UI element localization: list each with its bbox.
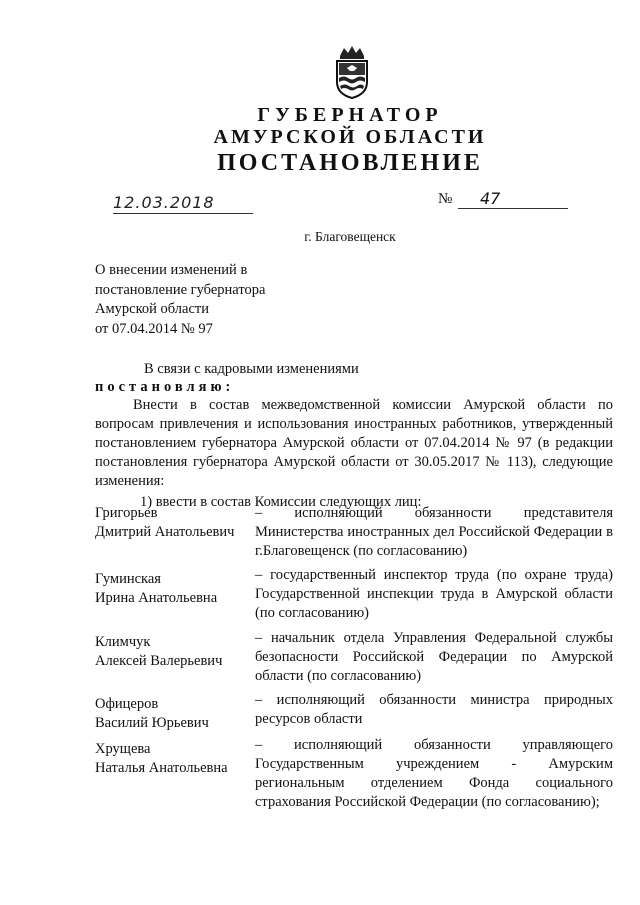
member-surname: Офицеров bbox=[95, 696, 159, 712]
amur-region-coat-of-arms-icon bbox=[330, 44, 374, 100]
member-given-name: Наталья Анатольевна bbox=[95, 760, 228, 776]
member-name bbox=[95, 740, 228, 778]
preamble: В связи с кадровыми изменениями bbox=[144, 361, 359, 377]
decree-word: постановляю: bbox=[95, 379, 235, 395]
subject-line: постановление губернатора bbox=[95, 281, 266, 298]
member-description: – исполняющий обязанности управляющего Государственным учреждением - Амурским региональным отделением Фонда социального страхования Российской Федерации (по согласованию); bbox=[255, 737, 613, 810]
member-surname: Гуминская bbox=[95, 571, 161, 587]
member-description: – исполняющий обязанности министра природных ресурсов области bbox=[255, 692, 613, 727]
member-surname: Григорьев bbox=[95, 505, 158, 521]
member-description: – государственный инспектор труда (по охране труда) Государственной инспекции труда в Амурской области (по согласованию) bbox=[255, 567, 613, 621]
member-description: – исполняющий обязанности представителя Министерства иностранных дел Российской Федерации в г.Благовещенск (по согласованию) bbox=[255, 505, 613, 559]
number-sign: № bbox=[438, 191, 453, 207]
document-number: 47 bbox=[458, 189, 568, 209]
subject-line: от 07.04.2014 № 97 bbox=[95, 320, 213, 337]
member-given-name: Дмитрий Анатольевич bbox=[95, 524, 235, 540]
subject-block bbox=[95, 261, 265, 339]
city-line: г. Благовещенск bbox=[304, 229, 396, 244]
member-surname: Климчук bbox=[95, 634, 151, 650]
document-date: 12.03.2018 bbox=[113, 193, 253, 214]
member-name bbox=[95, 695, 209, 733]
member-surname: Хрущева bbox=[95, 741, 151, 757]
member-given-name: Василий Юрьевич bbox=[95, 715, 209, 731]
main-paragraph: Внести в состав межведомственной комиссии Амурской области по вопросам привлечения и использования иностранных работников, утвержденный постановлением губернатора Амурской области от 07.04.2014 № 97 (в редакции постановления губернатора Амурской области от 30.05.2017 № 113), следующие изменения: bbox=[95, 397, 613, 489]
member-name bbox=[95, 504, 234, 542]
header-governor: ГУБЕРНАТОР bbox=[257, 104, 443, 126]
list-item-1: 1) ввести в состав Комиссии следующих лиц: bbox=[140, 494, 422, 510]
subject-line: Амурской области bbox=[95, 301, 209, 317]
subject-line: О внесении изменений в bbox=[95, 262, 248, 278]
member-description: – начальник отдела Управления Федеральной службы безопасности Российской Федерации по Амурской области (по согласованию) bbox=[255, 630, 613, 684]
member-given-name: Алексей Валерьевич bbox=[95, 653, 223, 669]
member-given-name: Ирина Анатольевна bbox=[95, 590, 218, 606]
document-type-title: ПОСТАНОВЛЕНИЕ bbox=[217, 150, 483, 176]
header-region: АМУРСКОЙ ОБЛАСТИ bbox=[213, 126, 487, 148]
member-name bbox=[95, 570, 217, 608]
member-name bbox=[95, 633, 222, 671]
